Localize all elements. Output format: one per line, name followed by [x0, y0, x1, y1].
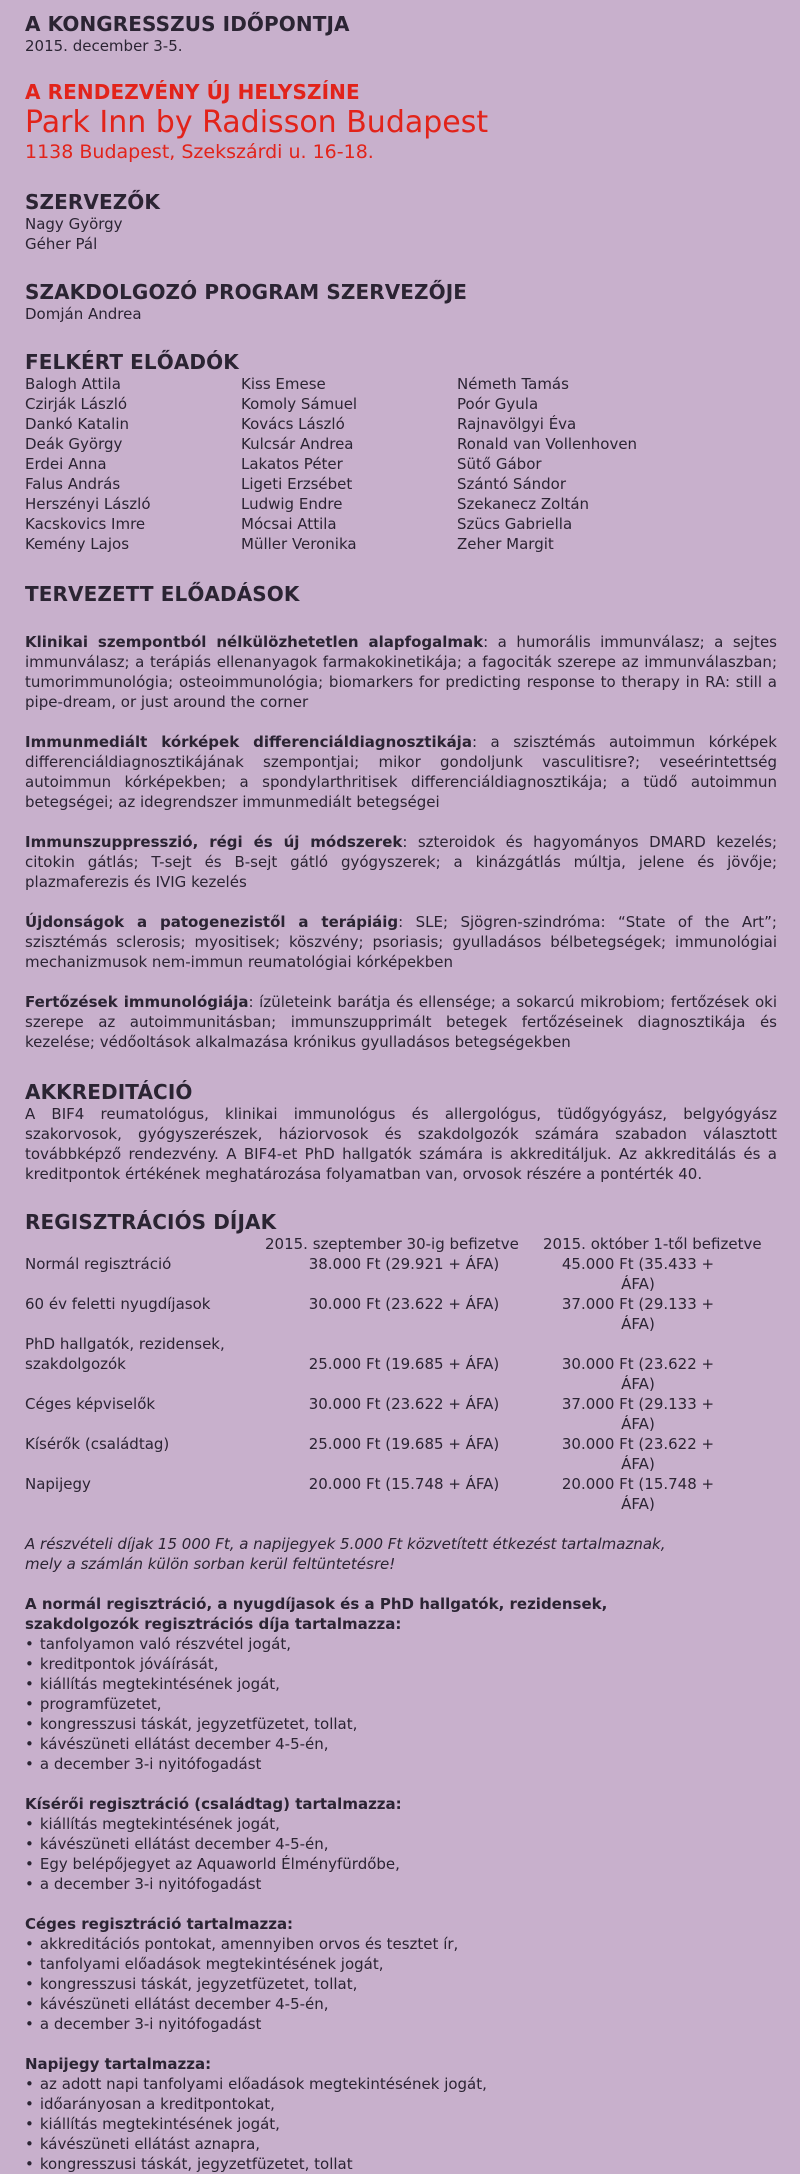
list-item: • kiállítás megtekintésének jogát,: [25, 1674, 777, 1694]
inclusion-title: Céges regisztráció tartalmazza:: [25, 1915, 294, 1933]
talk-item: [25, 732, 777, 812]
list-item: • a december 3-i nyitófogadást: [25, 1754, 777, 1774]
speaker-name: Czirják László: [25, 395, 128, 413]
talks-section: [25, 582, 777, 1052]
fees-col-late: 2015. október 1-től befizetve: [543, 1235, 762, 1253]
speakers-heading: FELKÉRT ELŐADÓK: [25, 350, 239, 374]
list-item: • időarányosan a kreditpontokat,: [25, 2094, 777, 2114]
inclusion-company: [25, 1914, 777, 2034]
fee-label: Kísérők (családtag): [25, 1435, 170, 1453]
speaker-name: Ligeti Erzsébet: [241, 475, 353, 493]
inclusion-day-ticket: [25, 2054, 777, 2174]
talk-title: Fertőzések immunológiája: [25, 993, 249, 1011]
talk-item: [25, 632, 777, 712]
speaker-name: Sütő Gábor: [457, 455, 542, 473]
speaker-name: Müller Veronika: [241, 535, 357, 553]
fees-note: [25, 1534, 777, 1574]
list-item: • tanfolyamon való részvétel jogát,: [25, 1634, 777, 1654]
speaker-name: Mócsai Attila: [241, 515, 337, 533]
fee-late: 20.000 Ft (15.748 + ÁFA): [561, 1475, 715, 1513]
talk-item: [25, 912, 777, 972]
organizers-section: [25, 190, 777, 254]
list-item: • kávészüneti ellátást december 4-5-én,: [25, 1994, 777, 2014]
speaker-name: Deák György: [25, 435, 123, 453]
fee-late: 37.000 Ft (29.133 + ÁFA): [561, 1295, 715, 1333]
inclusion-list: [25, 2074, 777, 2174]
list-item: • kávészüneti ellátást december 4-5-én,: [25, 1834, 777, 1854]
fee-early: 25.000 Ft (19.685 + ÁFA): [308, 1355, 500, 1373]
speaker-name: Ludwig Endre: [241, 495, 343, 513]
congress-date-section: [25, 12, 777, 56]
congress-date-value: 2015. december 3-5.: [25, 37, 183, 55]
speaker-name: Herszényi László: [25, 495, 151, 513]
speaker-name: Erdei Anna: [25, 455, 107, 473]
venue-section: [25, 80, 777, 164]
fee-late: 30.000 Ft (23.622 + ÁFA): [561, 1355, 715, 1393]
talk-title: Immunmediált kórképek differenciáldiagnosztikája: [25, 733, 472, 751]
speaker-column: [25, 374, 241, 554]
fees-col-early: 2015. szeptember 30-ig befizetve: [265, 1235, 519, 1253]
talk-text: : a humorális immunválasz; a sejtes immunválasz; a terápiás ellenanyagok farmakokinetikája; a fagociták szerepe az immunválaszban; tumorimmunológia; osteoimmunológia; biomarkers for predicting response to therapy in RA: still a pipe-dream, or just around the corner: [25, 633, 777, 711]
fee-early: 30.000 Ft (23.622 + ÁFA): [308, 1295, 500, 1313]
fee-row: [25, 1394, 777, 1434]
talk-title: Újdonságok a patogenezistől a terápiáig: [25, 913, 399, 931]
accreditation-text: A BIF4 reumatológus, klinikai immunológus és allergológus, tüdőgyógyász, belgyógyász szakorvosok, gyógyszerészek, háziorvosok és szakdolgozók számára szabadon választott továbbképző rendezvény. A BIF4-et PhD hallgatók számára is akkreditáljuk. Az akkreditálás és a kreditpontok értékének meghatározása folyamatban van, orvosok részére a pontérték 40.: [25, 1105, 777, 1183]
fee-early: 25.000 Ft (19.685 + ÁFA): [308, 1435, 500, 1453]
list-item: • tanfolyami előadások megtekintésének jogát,: [25, 1954, 777, 1974]
fee-label: Napijegy: [25, 1475, 91, 1493]
speaker-name: Kacskovics Imre: [25, 515, 146, 533]
fees-heading: REGISZTRÁCIÓS DÍJAK: [25, 1210, 277, 1234]
talk-item: [25, 992, 777, 1052]
fee-row: [25, 1254, 777, 1294]
list-item: • kiállítás megtekintésének jogát,: [25, 1814, 777, 1834]
speaker-name: Kemény Lajos: [25, 535, 130, 553]
fee-early: 20.000 Ft (15.748 + ÁFA): [308, 1475, 500, 1493]
talk-text: : a szisztémás autoimmun kórképek differenciáldiagnosztikájának szempontjai; mikor gondoljunk vasculitisre?; veseérintettség autoimmun kórképekben; a spondylarthritisek differenciáldiagnosztikája; a tüdő autoimmun betegségei; az idegrendszer immunmediált betegségei: [25, 733, 777, 811]
speaker-name: Ronald van Vollenhoven: [457, 435, 638, 453]
speakers-grid: [25, 374, 777, 554]
speaker-column: [457, 374, 673, 554]
speaker-name: Rajnavölgyi Éva: [457, 415, 577, 433]
speaker-name: Szántó Sándor: [457, 475, 567, 493]
fees-header-row: [25, 1234, 777, 1254]
speaker-name: Komoly Sámuel: [241, 395, 358, 413]
inclusion-list: [25, 1634, 777, 1774]
list-item: • a december 3-i nyitófogadást: [25, 1874, 777, 1894]
talk-text: : ízületeink barátja és ellensége; a sokarcú mikrobiom; fertőzések oki szerepe az autoimmunitásban; immunszupprimált betegek fertőzéseinek diagnosztikája és kezelése; védőoltások alkalmazása krónikus gyulladásos betegségekben: [25, 993, 777, 1051]
speaker-name: Kulcsár Andrea: [241, 435, 354, 453]
inclusion-companion: [25, 1794, 777, 1894]
fee-early: 30.000 Ft (23.622 + ÁFA): [308, 1395, 500, 1413]
venue-address: 1138 Budapest, Szekszárdi u. 16-18.: [25, 141, 374, 163]
fee-late: 37.000 Ft (29.133 + ÁFA): [561, 1395, 715, 1433]
list-item: • kávészüneti ellátást aznapra,: [25, 2134, 777, 2154]
fee-label: PhD hallgatók, rezidensek,: [25, 1335, 225, 1353]
speaker-name: Dankó Katalin: [25, 415, 130, 433]
nurse-program-section: [25, 280, 777, 324]
inclusion-title: Napijegy tartalmazza:: [25, 2055, 212, 2073]
fees-note-line: mely a számlán külön sorban kerül feltüntetésre!: [25, 1555, 396, 1573]
speaker-name: Kovács László: [241, 415, 345, 433]
fee-row: [25, 1294, 777, 1334]
fee-label: szakdolgozók: [25, 1355, 126, 1373]
speaker-name: Szekanecz Zoltán: [457, 495, 590, 513]
organizers-heading: SZERVEZŐK: [25, 190, 161, 214]
list-item: • kongresszusi táskát, jegyzetfüzetet, tollat,: [25, 1974, 777, 1994]
list-item: • akkreditációs pontokat, amennyiben orvos és tesztet ír,: [25, 1934, 777, 1954]
venue-name: Park Inn by Radisson Budapest: [25, 105, 489, 140]
fee-row: [25, 1434, 777, 1474]
speaker-name: Zeher Margit: [457, 535, 554, 553]
accreditation-section: [25, 1080, 777, 1184]
list-item: • programfüzetet,: [25, 1694, 777, 1714]
list-item: • kreditpontok jóváírását,: [25, 1654, 777, 1674]
list-item: • az adott napi tanfolyami előadások megtekintésének jogát,: [25, 2074, 777, 2094]
fee-label: Normál regisztráció: [25, 1255, 172, 1273]
talk-item: [25, 832, 777, 892]
talk-text: : szteroidok és hagyományos DMARD kezelés; citokin gátlás; T-sejt és B-sejt gátló gyógyszerek; a kinázgátlás múltja, jelene és jövője; plazmaferezis és IVIG kezelés: [25, 833, 778, 891]
fee-row: [25, 1354, 777, 1394]
accreditation-heading: AKKREDITÁCIÓ: [25, 1080, 193, 1104]
inclusion-title: szakdolgozók regisztrációs díja tartalmazza:: [25, 1615, 402, 1633]
nurse-program-heading: SZAKDOLGOZÓ PROGRAM SZERVEZŐJE: [25, 280, 468, 304]
fee-late: 30.000 Ft (23.622 + ÁFA): [561, 1435, 715, 1473]
fees-section: [25, 1210, 777, 1574]
fee-late: [543, 1334, 733, 1354]
organizer-name: Nagy György: [25, 215, 123, 233]
talk-title: Klinikai szempontból nélkülözhetetlen alapfogalmak: [25, 633, 484, 651]
talk-title: Immunszuppresszió, régi és új módszerek: [25, 833, 403, 851]
list-item: • kongresszusi táskát, jegyzetfüzetet, tollat,: [25, 1714, 777, 1734]
fee-label: Céges képviselők: [25, 1395, 156, 1413]
speaker-name: Falus András: [25, 475, 121, 493]
fees-note-line: A részvételi díjak 15 000 Ft, a napijegyek 5.000 Ft közvetített étkezést tartalmaznak,: [25, 1535, 666, 1553]
inclusion-title: A normál regisztráció, a nyugdíjasok és a PhD hallgatók, rezidensek,: [25, 1595, 608, 1613]
speaker-column: [241, 374, 457, 554]
speaker-name: Balogh Attila: [25, 375, 121, 393]
speaker-name: Szücs Gabriella: [457, 515, 573, 533]
fee-row: [25, 1474, 777, 1514]
list-item: • a december 3-i nyitófogadást: [25, 2014, 777, 2034]
fee-row: [25, 1334, 777, 1354]
nurse-program-organizer: Domján Andrea: [25, 305, 142, 323]
congress-date-heading: A KONGRESSZUS IDŐPONTJA: [25, 12, 350, 36]
inclusion-list: [25, 1814, 777, 1894]
speaker-name: Németh Tamás: [457, 375, 569, 393]
list-item: • Egy belépőjegyet az Aquaworld Élményfürdőbe,: [25, 1854, 777, 1874]
fee-label: 60 év feletti nyugdíjasok: [25, 1295, 211, 1313]
organizer-name: Géher Pál: [25, 235, 98, 253]
speakers-section: [25, 350, 777, 554]
speaker-name: Lakatos Péter: [241, 455, 343, 473]
speaker-name: Poór Gyula: [457, 395, 539, 413]
inclusion-list: [25, 1934, 777, 2034]
inclusion-normal: [25, 1594, 777, 1774]
fee-early: 38.000 Ft (29.921 + ÁFA): [308, 1255, 500, 1273]
list-item: • kiállítás megtekintésének jogát,: [25, 2114, 777, 2134]
talks-heading: TERVEZETT ELŐADÁSOK: [25, 582, 300, 606]
fee-late: 45.000 Ft (35.433 + ÁFA): [561, 1255, 715, 1293]
list-item: • kávészüneti ellátást december 4-5-én,: [25, 1734, 777, 1754]
speaker-name: Kiss Emese: [241, 375, 326, 393]
fee-early: [265, 1334, 543, 1354]
list-item: • kongresszusi táskát, jegyzetfüzetet, tollat: [25, 2154, 777, 2174]
talk-text: : SLE; Sjögren-szindróma: “State of the Art”; szisztémás sclerosis; myositisek; köszvény; psoriasis; gyulladásos bélbetegségek; immunológiai mechanizmusok nem-immun reumatológiai kórképekben: [25, 913, 777, 971]
inclusion-title: Kísérői regisztráció (családtag) tartalmazza:: [25, 1795, 402, 1813]
venue-heading: A RENDEZVÉNY ÚJ HELYSZÍNE: [25, 80, 360, 104]
